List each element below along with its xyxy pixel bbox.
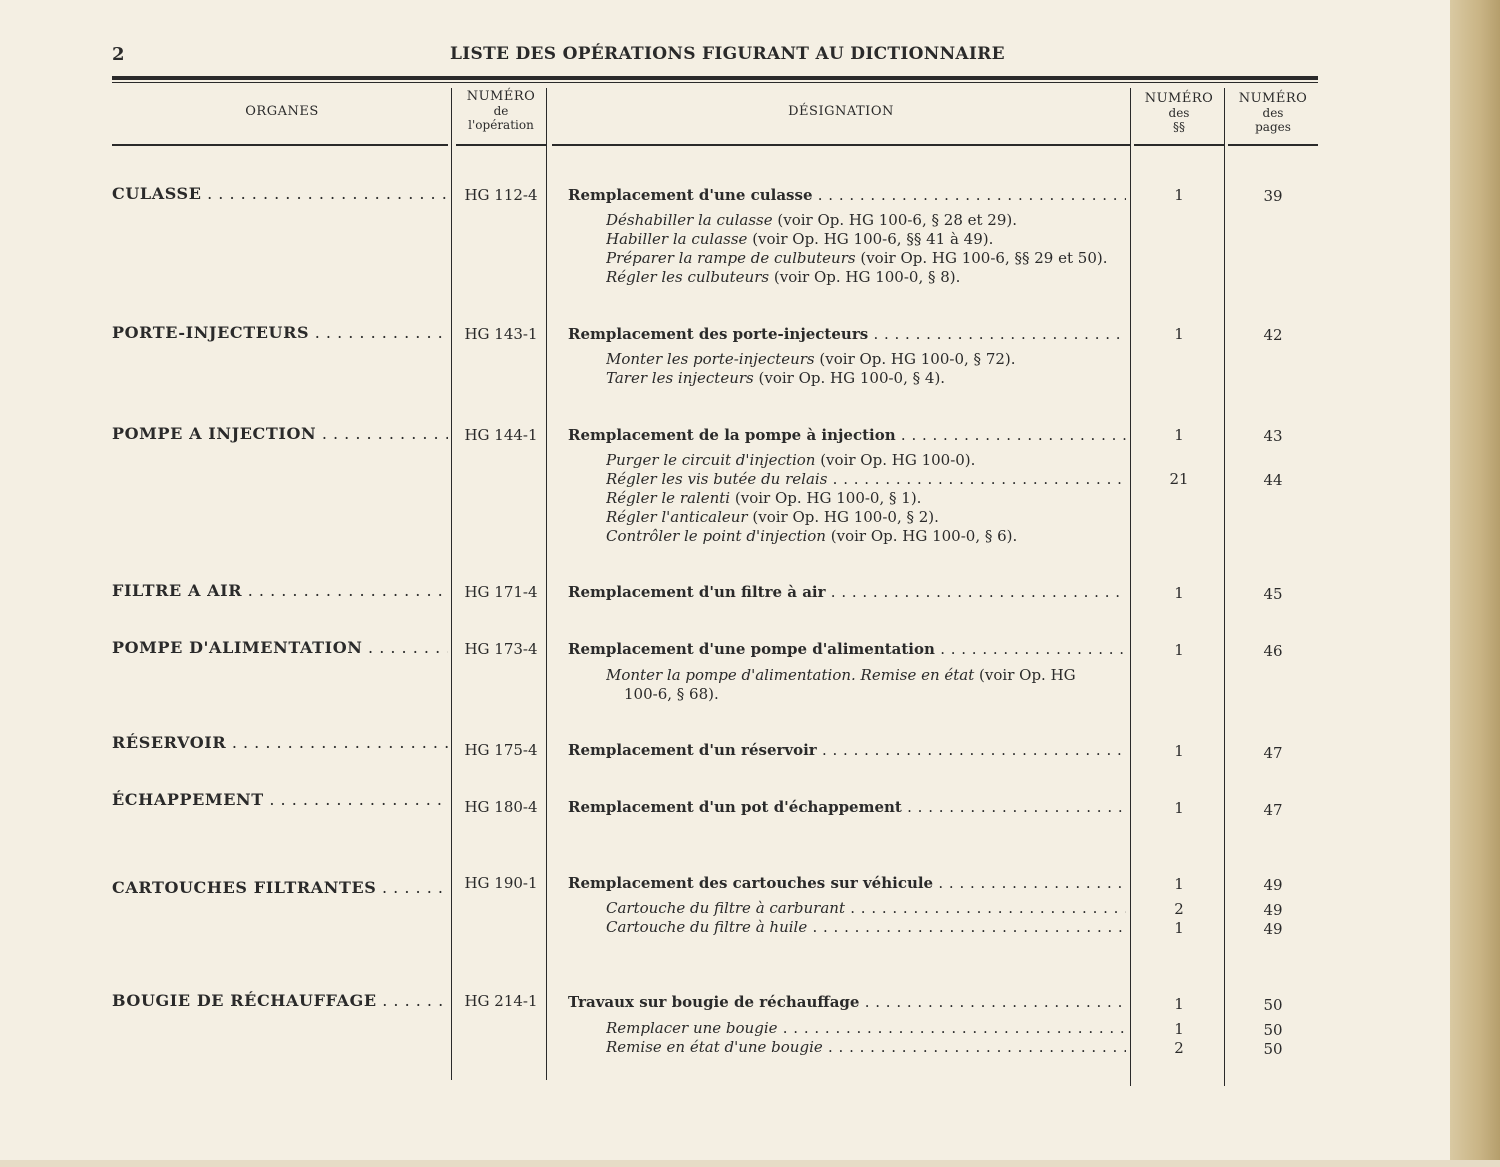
designation-main: Remplacement des porte-injecteurs . . . xyxy=(568,325,1126,343)
header-rule-thin xyxy=(112,82,1318,83)
organe-label: BOUGIE DE RÉCHAUFFAGE . . . xyxy=(112,991,448,1010)
col-header-numero-paragraphes: NUMÉRO des §§ xyxy=(1144,91,1214,134)
page-ref: 39 xyxy=(1263,187,1283,205)
organe-label: PORTE-INJECTEURS . . . xyxy=(112,323,448,342)
col-rule-numero xyxy=(456,144,546,146)
organe-label: POMPE D'ALIMENTATION . . . xyxy=(112,638,448,657)
designation-main: Remplacement d'un pot d'échappement . . . xyxy=(568,798,1126,816)
designation-sub: Régler les vis butée du relais . . . xyxy=(606,470,1126,488)
paragraph-number: 1 xyxy=(1174,875,1184,893)
paragraph-number: 1 xyxy=(1174,799,1184,817)
paragraph-number: 1 xyxy=(1174,186,1184,204)
paragraph-number: 2 xyxy=(1174,1039,1184,1057)
col-header-numero-pages: NUMÉRO des pages xyxy=(1238,91,1308,134)
designation-main: Remplacement des cartouches sur véhicule . . . xyxy=(568,874,1126,892)
col-rule-designation xyxy=(552,144,1130,146)
page-ref: 44 xyxy=(1263,471,1283,489)
operation-number: HG 214-1 xyxy=(464,992,538,1010)
designation-sub: Monter les porte-injecteurs (voir Op. HG 100-0, § 72). xyxy=(606,350,1016,368)
operation-number: HG 190-1 xyxy=(464,874,538,892)
operation-number: HG 180-4 xyxy=(464,798,538,816)
col-rule-par xyxy=(1134,144,1224,146)
designation-sub: Remise en état d'une bougie . . . xyxy=(606,1038,1126,1056)
operation-number: HG 173-4 xyxy=(464,640,538,658)
col-rule-pages xyxy=(1228,144,1318,146)
paragraph-number: 1 xyxy=(1174,584,1184,602)
designation-sub: Habiller la culasse (voir Op. HG 100-6, §§ 41 à 49). xyxy=(606,230,994,248)
operation-number: HG 143-1 xyxy=(464,325,538,343)
page-bottom-edge xyxy=(0,1160,1500,1167)
page-ref: 50 xyxy=(1263,1021,1283,1039)
column-divider xyxy=(1224,88,1225,1086)
page-ref: 47 xyxy=(1263,801,1283,819)
designation-sub: Déshabiller la culasse (voir Op. HG 100-6, § 28 et 29). xyxy=(606,211,1018,229)
operation-number: HG 112-4 xyxy=(464,186,538,204)
designation-main: Remplacement d'une pompe d'alimentation . . . xyxy=(568,640,1126,658)
page-number: 2 xyxy=(112,44,125,65)
operation-number: HG 171-4 xyxy=(464,583,538,601)
paragraph-number: 1 xyxy=(1174,919,1184,937)
page-ref: 43 xyxy=(1263,427,1283,445)
operation-number: HG 144-1 xyxy=(464,426,538,444)
designation-sub: Régler les culbuteurs (voir Op. HG 100-0, § 8). xyxy=(606,268,961,286)
column-divider xyxy=(546,88,547,1080)
designation-main: Remplacement d'une culasse . . . xyxy=(568,186,1126,204)
paragraph-number: 1 xyxy=(1174,742,1184,760)
designation-main: Remplacement d'un filtre à air . . . xyxy=(568,583,1126,601)
col-header-numero-operation: NUMÉRO de l'opération xyxy=(466,89,536,132)
page-ref: 46 xyxy=(1263,642,1283,660)
page-ref: 50 xyxy=(1263,1040,1283,1058)
page-ref: 47 xyxy=(1263,744,1283,762)
designation-sub: Purger le circuit d'injection (voir Op. HG 100-0). xyxy=(606,451,976,469)
designation-sub: Tarer les injecteurs (voir Op. HG 100-0, § 4). xyxy=(606,369,946,387)
page-ref: 50 xyxy=(1263,996,1283,1014)
paragraph-number: 1 xyxy=(1174,426,1184,444)
designation-main: Remplacement de la pompe à injection . . . xyxy=(568,426,1126,444)
designation-sub: Contrôler le point d'injection (voir Op. HG 100-0, § 6). xyxy=(606,527,1018,545)
header-rule-thick xyxy=(112,76,1318,80)
col-header-designation: DÉSIGNATION xyxy=(788,104,894,119)
paragraph-number: 1 xyxy=(1174,325,1184,343)
page-binding-edge xyxy=(1450,0,1500,1167)
designation-sub: Monter la pompe d'alimentation. Remise en état (voir Op. HG 100-6, § 68). xyxy=(606,666,1076,703)
paragraph-number: 21 xyxy=(1169,470,1189,488)
designation-sub: Cartouche du filtre à carburant . . . xyxy=(606,899,1126,917)
designation-sub: Remplacer une bougie . . . xyxy=(606,1019,1126,1037)
page-ref: 45 xyxy=(1263,585,1283,603)
col-header-organes: ORGANES xyxy=(245,104,319,119)
organe-label: RÉSERVOIR . . . xyxy=(112,733,448,752)
paragraph-number: 1 xyxy=(1174,1020,1184,1038)
organe-label: ÉCHAPPEMENT . . . xyxy=(112,790,448,809)
organe-label: CULASSE . . . xyxy=(112,184,448,203)
column-divider xyxy=(451,88,452,1080)
designation-main: Remplacement d'un réservoir . . . xyxy=(568,741,1126,759)
designation-main: Travaux sur bougie de réchauffage . . . xyxy=(568,993,1126,1011)
organe-label: POMPE A INJECTION . . . xyxy=(112,424,448,443)
operation-number: HG 175-4 xyxy=(464,741,538,759)
page-ref: 49 xyxy=(1263,876,1283,894)
designation-sub: Régler le ralenti (voir Op. HG 100-0, § 1). xyxy=(606,489,922,507)
organe-label: FILTRE A AIR . . . xyxy=(112,581,448,600)
designation-sub: Régler l'anticaleur (voir Op. HG 100-0, § 2). xyxy=(606,508,939,526)
designation-sub: Cartouche du filtre à huile . . . xyxy=(606,918,1126,936)
page-title: LISTE DES OPÉRATIONS FIGURANT AU DICTIONNAIRE xyxy=(450,44,1005,64)
paragraph-number: 1 xyxy=(1174,641,1184,659)
paragraph-number: 2 xyxy=(1174,900,1184,918)
page-ref: 49 xyxy=(1263,920,1283,938)
page-ref: 49 xyxy=(1263,901,1283,919)
column-divider xyxy=(1130,88,1131,1086)
col-rule-organes xyxy=(112,144,448,146)
organe-label: CARTOUCHES FILTRANTES . . . xyxy=(112,878,448,897)
page-ref: 42 xyxy=(1263,326,1283,344)
designation-sub: Préparer la rampe de culbuteurs (voir Op. HG 100-6, §§ 29 et 50). xyxy=(606,249,1108,267)
paragraph-number: 1 xyxy=(1174,995,1184,1013)
